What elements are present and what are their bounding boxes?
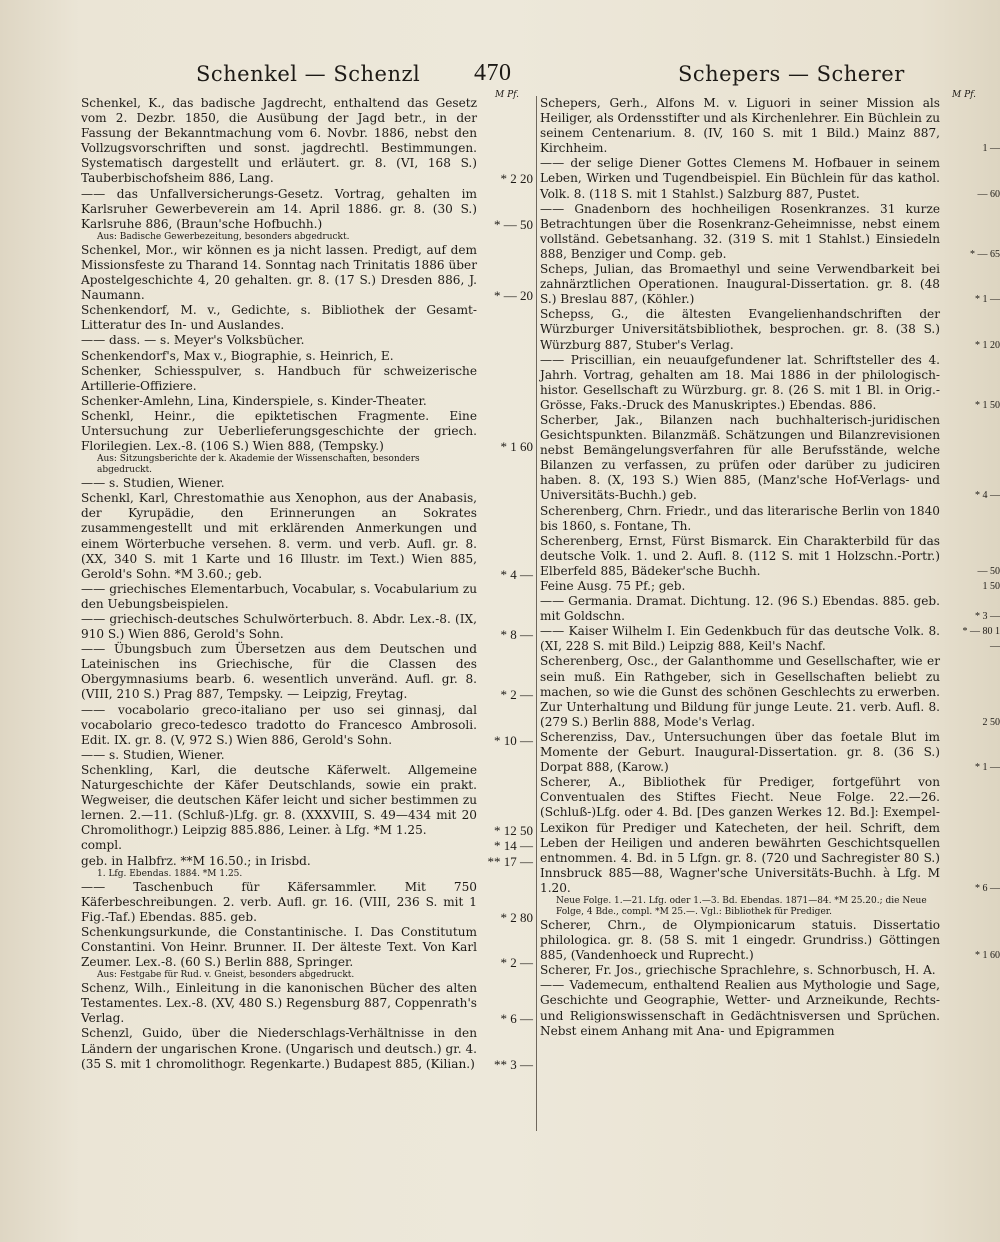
entry-text: —— der selige Diener Gottes Clemens M. Hofbauer in seinem Leben, Wirken und Tugendbeispiel. Ein Büchlein für das kathol. Volk. 8. (118 S. mit 1 Stahlst.) Salzburg 887, Pustet. (540, 156, 940, 201)
entry-price: * 2 20 (500, 171, 533, 187)
entry-text: —— s. Studien, Wiener. (81, 747, 225, 762)
entry-text: Schenkel, Mor., wir können es ja nicht lassen. Predigt, auf dem Missionsfeste zu Tharand 14. Sonntag nach Trinitatis 1886 über Apostelgeschichte 4, 20 gehalten. gr. 8. (17 S.) Dresden 886, J. Naumann. (81, 242, 477, 303)
entry-price: * — 80 1 — (962, 626, 1000, 653)
entry-text: Schenkungsurkunde, die Constantinische. I. Das Constitutum Constantini. Von Heinr. Brunner. II. Der älteste Text. Von Karl Zeumer. Lex.-8. (60 S.) Berlin 888, Springer. (81, 924, 477, 970)
entry-price: * 4 — (500, 566, 533, 582)
entry-text: —— Germania. Dramat. Dichtung. 12. (96 S.) Ebendas. 885. geb. mit Goldschn. (540, 594, 940, 624)
entry-price: — 50 (977, 565, 1000, 577)
right-column (540, 96, 1000, 1039)
running-header-left: Schenkel — Schenzl (196, 62, 421, 86)
entry-note-block (81, 970, 533, 981)
page-number: 470 (474, 60, 512, 86)
catalog-entry (81, 854, 533, 869)
entry-note: Neue Folge. 1.—21. Lfg. oder 1.—3. Bd. Ebendas. 1871—84. *M 25.20.; die Neue Folge, 4 Bde., compl. *M 25.—. Vgl.: Bibliothek für Prediger. (556, 895, 927, 917)
entry-text: Schenz, Wilh., Einleitung in die kanonischen Bücher des alten Testamentes. Lex.-8. (XV, 480 S.) Regensburg 887, Coppenrath's Verlag. (81, 981, 477, 1026)
entry-text: Scherer, Chrn., de Olympionicarum statuis. Dissertatio philologica. gr. 8. (58 S. mit 1 eingedr. Grundriss.) Göttingen 885, (Vandenhoeck und Ruprecht.) (540, 917, 940, 963)
catalog-entry (81, 642, 533, 702)
entry-price: * 12 50 (494, 823, 533, 839)
entry-price: * — 50 (494, 216, 533, 232)
entry-price: * 1 20 (975, 339, 1000, 351)
entry-price: * 2 — (500, 955, 533, 971)
catalog-entry (81, 703, 533, 748)
entry-price: * 1 60 (975, 950, 1000, 962)
entry-text: compl. (81, 838, 122, 853)
entry-text: —— dass. — s. Meyer's Volksbücher. (81, 333, 305, 348)
entry-text: Scherenberg, Ernst, Fürst Bismarck. Ein Charakterbild für das deutsche Volk. 1. und 2. Aufl. 8. (112 S. mit 1 Holzschn.-Portr.) Elberfeld 885, Bädeker'sche Buchh. (540, 533, 940, 578)
entry-price: * 1 50 (975, 399, 1000, 411)
entry-text: Schenzl, Guido, über die Niederschlags-Verhältnisse in den Ländern der ungarischen Krone. (Ungarisch und deutsch.) gr. 4. (35 S. mit 1 chromolithogr. Regenkarte.) Budapest 885, (Kilian.) (81, 1026, 477, 1071)
catalog-entry (540, 262, 1000, 307)
entry-price: * 6 — (500, 1011, 533, 1027)
entry-note: Aus: Festgabe für Rud. v. Gneist, besonders abgedruckt. (97, 970, 355, 981)
entry-note: Aus: Sitzungsberichte der k. Akademie der Wissenschaften, besonders abgedruckt. (97, 454, 420, 476)
entry-price: 1 — (982, 143, 1000, 155)
entry-price: * 6 — (975, 882, 1000, 894)
catalog-entry (81, 96, 533, 187)
entry-text: Schepers, Gerh., Alfons M. v. Liguori in seiner Mission als Heiliger, als Ordensstifter und als Kirchenlehrer. Ein Büchlein zu seinem Centenarium. 8. (IV, 160 S. mit 1 Bild.) Mainz 887, Kirchheim. (540, 96, 940, 156)
entry-text: —— griechisch-deutsches Schulwörterbuch. 8. Abdr. Lex.-8. (IX, 910 S.) Wien 886, Gerold's Sohn. (81, 612, 477, 642)
catalog-entry (540, 917, 1000, 963)
catalog-entry (540, 624, 1000, 654)
entry-note: 1. Lfg. Ebendas. 1884. *M 1.25. (97, 868, 243, 879)
entry-price: * 2 — (500, 687, 533, 703)
catalog-entry (81, 838, 533, 853)
price-column-heading-right: M Pf. (952, 90, 977, 100)
entry-note-block (81, 869, 533, 880)
entry-price: * 4 — (975, 490, 1000, 502)
entry-text: geb. in Halbfrz. **M 16.50.; in Irisbd. (81, 853, 311, 868)
entry-price: * 1 60 (500, 439, 533, 455)
entry-price: * 8 — (500, 627, 533, 643)
entry-text: —— Priscillian, ein neuaufgefundener lat. Schriftsteller des 4. Jahrh. Vortrag, gehalten am 18. Mai 1886 in der philologisch-histor. Gesellschaft zu Würzburg. gr. 8. (26 S. mit 1 Bl. in Orig.-Grösse, Faks.-Druck des Manuskriptes.) Ebendas. 886. (540, 352, 940, 412)
catalog-entry (540, 412, 1000, 504)
entry-price: * — 65 (970, 248, 1000, 260)
entry-text: Schenkendorf, M. v., Gedichte, s. Bibliothek der Gesamt-Litteratur des In- und Auslandes. (81, 303, 477, 333)
catalog-entry (81, 303, 533, 333)
catalog-entry (81, 612, 533, 642)
catalog-entry (81, 187, 533, 232)
entry-text: —— Übungsbuch zum Übersetzen aus dem Deutschen und Lateinischen ins Griechische, für die Classen des Obergymnasiums bearb. 6. wesentlich unveränd. Aufl. gr. 8. (VIII, 210 S.) Prag 887, Tempsky. — Leipzig, Freytag. (81, 642, 477, 702)
catalog-entry (81, 880, 533, 925)
catalog-entry (81, 333, 533, 348)
entry-price: ** 17 — (487, 853, 533, 869)
entry-text: Scheps, Julian, das Bromaethyl und seine Verwendbarkeit bei zahnärztlichen Operationen. Inaugural-Dissertation. gr. 8. (48 S.) Breslau 887, (Köhler.) (540, 262, 940, 307)
catalog-entry (81, 364, 533, 394)
left-column (81, 96, 533, 1072)
catalog-entry (540, 96, 1000, 156)
catalog-entry (81, 582, 533, 612)
catalog-entry (81, 981, 533, 1026)
entry-price: * — 20 (494, 288, 533, 304)
catalog-entry (81, 748, 533, 763)
entry-text: —— vocabolario greco-italiano per uso sei ginnasj, dal vocabolario greco-tedesco tradotto do Francesco Ambrosoli. Edit. IX. gr. 8. (V, 972 S.) Wien 886, Gerold's Sohn. (81, 702, 477, 747)
catalog-entry (540, 307, 1000, 352)
catalog-entry (540, 533, 1000, 579)
entry-text: —— Gnadenborn des hochheiligen Rosenkranzes. 31 kurze Betrachtungen über die Rosenkranz-Geheimnisse, nebst einem vollständ. Gebetsanhang. 32. (319 S. mit 1 Stahlst.) Einsiedeln 888, Benziger und Comp. geb. (540, 201, 940, 261)
running-header-right: Schepers — Scherer (678, 62, 905, 86)
catalog-entry (540, 654, 1000, 729)
entry-text: —— das Unfallversicherungs-Gesetz. Vortrag, gehalten im Karlsruher Gewerbeverein am 14. April 1886. gr. 8. (30 S.) Karlsruhe 886, (Braun'sche Hofbuchh.) (81, 186, 477, 231)
entry-text: —— Taschenbuch für Käfersammler. Mit 750 Käferbeschreibungen. 2. verb. Aufl. gr. 16. (VIII, 236 S. mit 1 Fig.-Taf.) Ebendas. 885. geb. (81, 879, 477, 924)
price-column-heading-left: M Pf. (495, 90, 520, 100)
column-divider (536, 96, 537, 1131)
entry-price: — 60 (977, 188, 1000, 200)
catalog-entry (540, 156, 1000, 201)
entry-note-block (540, 896, 950, 918)
entry-text: Scherer, A., Bibliothek für Prediger, fortgeführt von Conventualen des Stiftes Fiecht. Neue Folge. 22.—26. (Schluß-)Lfg. oder 4. Bd. [Des ganzen Werkes 12. Bd.]: Exempel-Lexikon für Prediger und Katecheten, der heil. Schrift, dem Leben der Heiligen und anderen bewährten Geschichtsquellen entnommen. 4. Bd. in 5 Lfgn. gr. 8. (720 und Sachregister 80 S.) Innsbruck 885—88, Wagner'sche Universitäts-Buchh. à Lfg. M 1.20. (540, 775, 940, 895)
catalog-entry (540, 201, 1000, 262)
entry-text: Schenkling, Karl, die deutsche Käferwelt. Allgemeine Naturgeschichte der Käfer Deutschlands, sowie ein prakt. Wegweiser, die deutschen Käfer leicht und sicher bestimmen zu lernen. 2.—11. (Schluß-)Lfg. gr. 8. (XXXVIII, S. 49—434 mit 20 Chromolithogr.) Leipzig 885.886, Leiner. à Lfg. *M 1.25. (81, 762, 477, 838)
entry-text: —— Vademecum, enthaltend Realien aus Mythologie und Sage, Geschichte und Geographie, Wetter- und Arzneikunde, Rechts- und Religionswissenschaft in Gedächtnisversen und Sprüchen. Nebst einem Anhang mit Ana- und Epigrammen (540, 978, 940, 1038)
catalog-entry (81, 476, 533, 491)
catalog-entry (540, 579, 1000, 594)
catalog-entry (540, 594, 1000, 624)
entry-text: Schenkel, K., das badische Jagdrecht, enthaltend das Gesetz vom 2. Dezbr. 1850, die Ausübung der Jagd betr., in der Fassung der Bekanntmachung vom 6. Novbr. 1886, nebst den Vollzugsvorschriften und sonst. jagdrechtl. Bestimmungen. Systematisch dargestellt und erläutert. gr. 8. (VI, 168 S.) Tauberbischofsheim 886, Lang. (81, 96, 477, 186)
catalog-entry (540, 729, 1000, 775)
catalog-entry (81, 763, 533, 838)
entry-text: Schenkendorf's, Max v., Biographie, s. Heinrich, E. (81, 348, 394, 363)
entry-text: —— griechisches Elementarbuch, Vocabular, s. Vocabularium zu den Uebungsbeispielen. (81, 581, 477, 611)
entry-price: 1 50 (982, 581, 1000, 592)
entry-price: * 2 80 (500, 909, 533, 925)
entry-text: Schenker, Schiesspulver, s. Handbuch für schweizerische Artillerie-Offiziere. (81, 363, 477, 393)
catalog-entry (81, 349, 533, 364)
entry-price: * 14 — (494, 838, 533, 854)
catalog-entry (540, 978, 950, 1038)
entry-price: * 10 — (494, 732, 533, 748)
entry-note-block (81, 454, 533, 476)
entry-note-block (81, 232, 533, 243)
catalog-entry (81, 394, 533, 409)
entry-note: Aus: Badische Gewerbezeitung, besonders abgedruckt. (97, 231, 350, 242)
entry-price: * 1 — (975, 294, 1000, 306)
catalog-entry (540, 963, 950, 978)
entry-text: Scherer, Fr. Jos., griechische Sprachlehre, s. Schnorbusch, H. A. (540, 963, 936, 978)
catalog-entry (540, 504, 950, 534)
entry-text: Schenkl, Karl, Chrestomathie aus Xenophon, aus der Anabasis, der Kyrupädie, den Erinnerungen an Sokrates zusammengestellt und mit erklärenden Anmerkungen und einem Wörterbuche versehen. 8. verm. und verb. Aufl. gr. 8. (XX, 340 S. mit 1 Karte und 16 Illustr. im Text.) Wien 885, Gerold's Sohn. *M 3.60.; geb. (81, 491, 477, 581)
catalog-entry (81, 491, 533, 582)
entry-text: Scherenberg, Osc., der Galanthomme und Gesellschafter, wie er sein muß. Ein Rathgeber, sich in Gesellschaften beliebt zu machen, so wie die Gunst des schönen Geschlechts zu erwerben. Zur Unterhaltung und Bildung für junge Leute. 21. verb. Aufl. 8. (279 S.) Berlin 888, Mode's Verlag. (540, 654, 940, 729)
entry-text: Schenker-Amlehn, Lina, Kinderspiele, s. Kinder-Theater. (81, 393, 427, 408)
catalog-entry (81, 925, 533, 970)
entry-text: Scherber, Jak., Bilanzen nach buchhalterisch-juridischen Gesichtspunkten. Bilanzmäß. Schätzungen und Bilanzrevisionen nebst Bemängelungsverfahren für alle Berufsstände, welche Bilanzen zu verfassen, zu prüfen oder darüber zu judiciren haben. 8. (X, 193 S.) Wien 885, (Manz'sche Hof-Verlags- und Universitäts-Buchh.) geb. (540, 412, 940, 503)
entry-text: —— Kaiser Wilhelm I. Ein Gedenkbuch für das deutsche Volk. 8. (XI, 228 S. mit Bild.) Leipzig 888, Keil's Nachf. (540, 624, 940, 654)
entry-text: Feine Ausg. 75 Pf.; geb. (540, 579, 686, 593)
catalog-entry (540, 352, 1000, 413)
entry-text: Schenkl, Heinr., die epiktetischen Fragmente. Eine Untersuchung zur Ueberlieferungsgeschichte der griech. Florilegien. Lex.-8. (106 S.) Wien 888, (Tempsky.) (81, 408, 477, 454)
catalog-entry (81, 243, 533, 303)
entry-price: * 1 — (975, 762, 1000, 774)
entry-price: * 3 — (975, 611, 1000, 623)
entry-price: ** 3 — (494, 1056, 533, 1072)
entry-text: Schepss, G., die ältesten Evangelienhandschriften der Würzburger Universitätsbibliothek, besprochen. gr. 8. (38 S.) Würzburg 887, Stuber's Verlag. (540, 307, 940, 352)
catalog-entry (540, 775, 1000, 896)
entry-text: —— s. Studien, Wiener. (81, 476, 225, 491)
catalog-entry (81, 409, 533, 454)
entry-text: Scherenziss, Dav., Untersuchungen über das foetale Blut im Momente der Geburt. Inaugural-Dissertation. gr. 8. (36 S.) Dorpat 888, (Karow.) (540, 729, 940, 775)
entry-price: 2 50 (982, 716, 1000, 728)
catalog-entry (81, 1026, 533, 1071)
entry-text: Scherenberg, Chrn. Friedr., und das literarische Berlin von 1840 bis 1860, s. Fontane, Th. (540, 503, 940, 533)
